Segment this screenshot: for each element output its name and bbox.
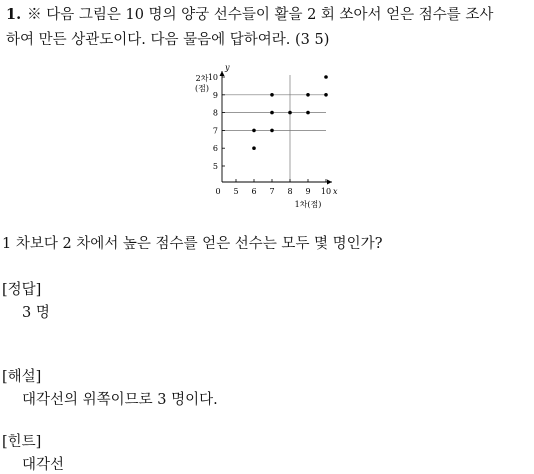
question-number: 1. — [6, 6, 22, 23]
data-point — [252, 146, 256, 150]
data-point — [288, 111, 292, 115]
scatter-chart-svg — [186, 58, 354, 210]
answer-text: 3 명 — [22, 305, 50, 321]
x-axis-title: 1차(점) — [294, 200, 322, 209]
y-axis-title: 2차 (점) — [195, 74, 209, 93]
y-axis-arrow — [220, 71, 225, 76]
explanation-text: 대각선의 위쪽이므로 3 명이다. — [22, 392, 218, 408]
x-axis-arrow — [327, 180, 332, 185]
origin-label: 0 — [215, 187, 221, 196]
sub-question: 1 차보다 2 차에서 높은 점수를 얻은 선수는 모두 몇 명인가? — [2, 236, 383, 252]
y-axis-letter: y — [225, 63, 230, 72]
x-tick-label: 5 — [233, 187, 239, 196]
data-point — [324, 93, 328, 97]
scatter-chart — [186, 58, 354, 210]
y-tick-label: 7 — [212, 126, 218, 136]
x-tick-label: 10 — [320, 187, 332, 196]
y-tick-label: 5 — [212, 162, 218, 171]
x-axis-letter: x — [333, 187, 338, 196]
data-point — [252, 129, 256, 133]
data-point — [270, 93, 274, 97]
data-point — [270, 129, 274, 133]
hint-label: [힌트] — [2, 434, 42, 450]
explanation-label: [해설] — [2, 369, 42, 385]
y-tick-label: 9 — [212, 90, 218, 100]
hint-text: 대각선 — [22, 457, 65, 473]
data-point — [324, 75, 328, 79]
y-tick-label: 8 — [212, 108, 218, 118]
data-point — [306, 93, 310, 97]
data-point — [306, 111, 310, 115]
y-tick-label: 10 — [207, 73, 218, 82]
x-tick-label: 6 — [251, 187, 257, 196]
x-tick-label: 8 — [287, 187, 293, 196]
answer-label: [정답] — [2, 282, 42, 298]
data-point — [270, 111, 274, 115]
question-line-1 — [6, 2, 528, 28]
x-tick-label: 7 — [269, 187, 275, 196]
question-line-2: 하여 만든 상관도이다. 다음 물음에 답하여라. (3 5) — [6, 32, 330, 48]
question-header — [6, 2, 528, 53]
question-text-1: ※ 다음 그림은 10 명의 양궁 선수들이 활을 2 회 쏘아서 얻은 점수를 조사 — [27, 7, 494, 23]
x-tick-label: 9 — [305, 187, 311, 196]
y-tick-label: 6 — [212, 144, 218, 154]
